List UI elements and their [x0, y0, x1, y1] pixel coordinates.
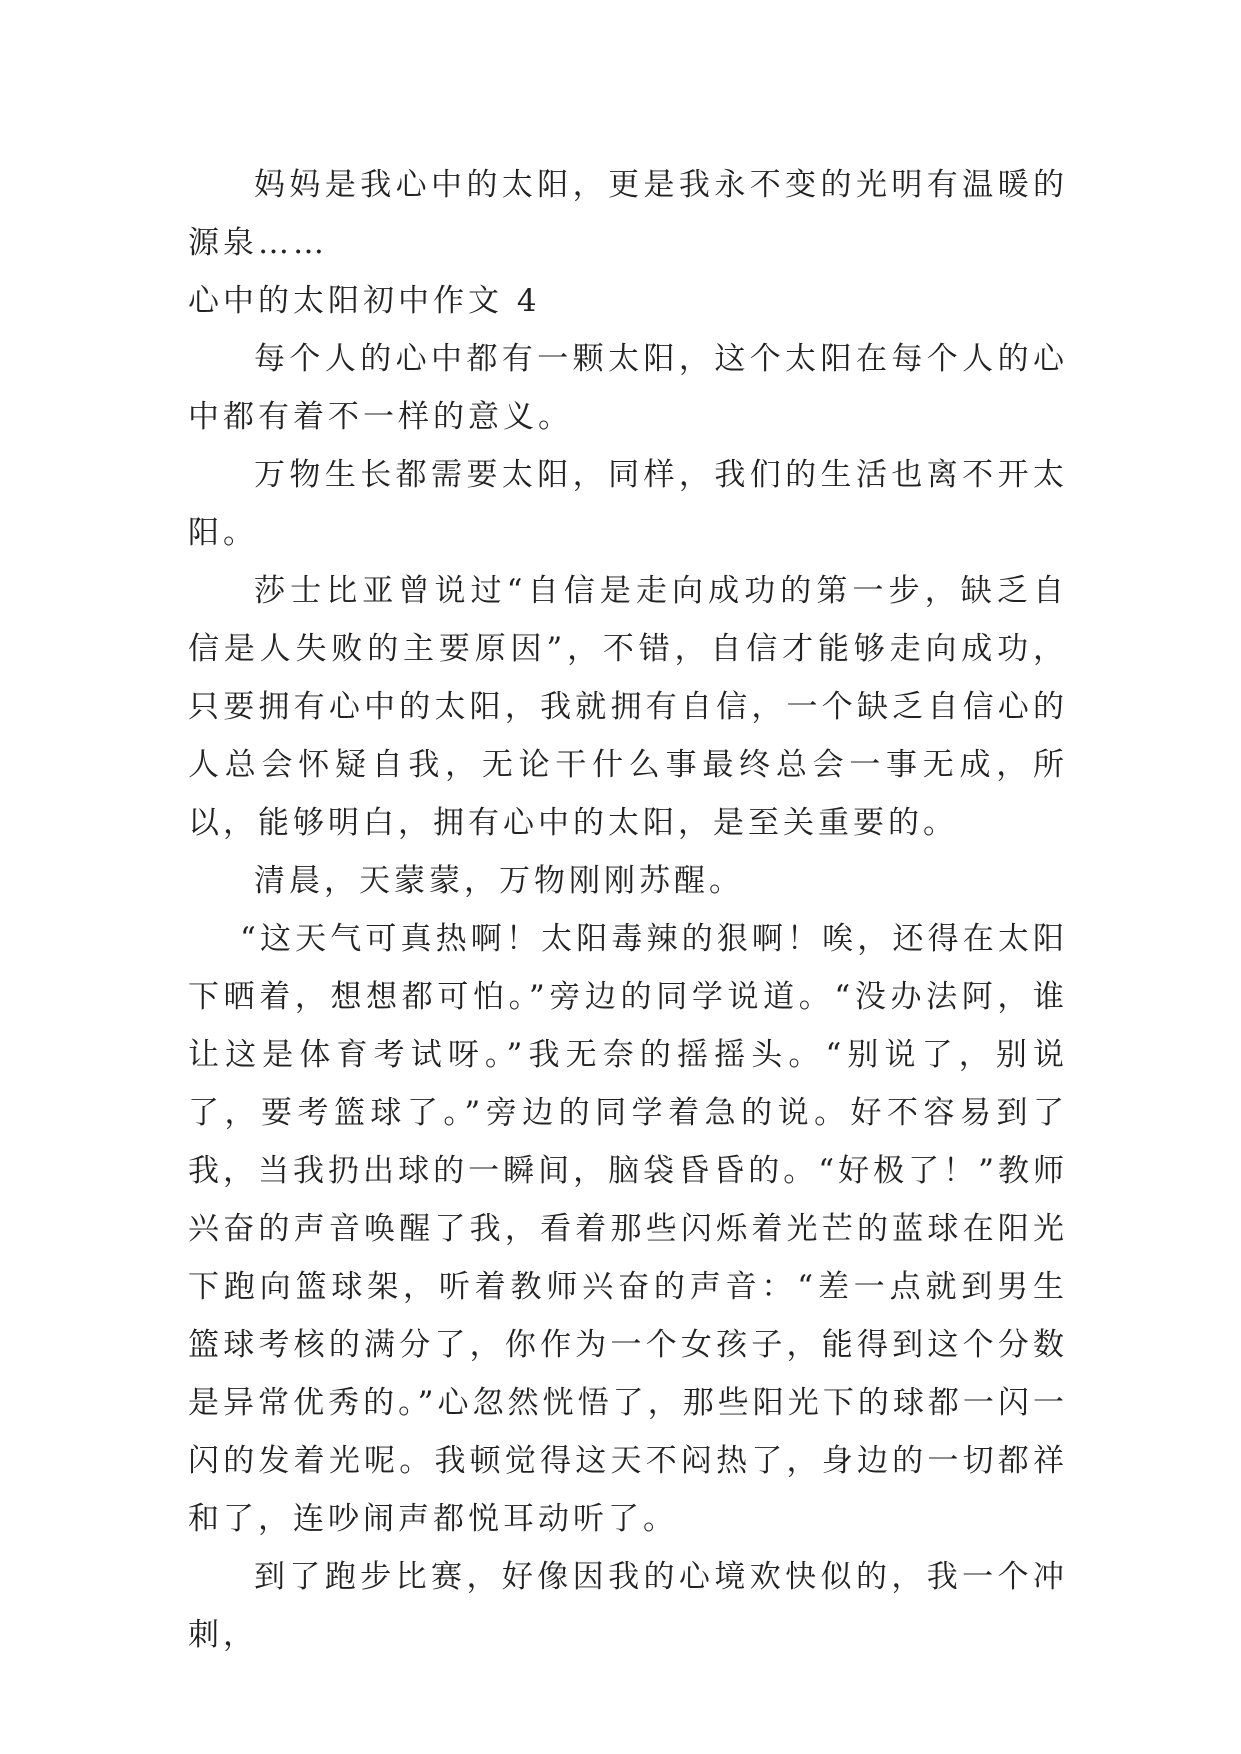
paragraph: 清晨，天蒙蒙，万物刚刚苏醒。	[254, 863, 744, 899]
paragraph: 每个人的心中都有一颗太阳，这个太阳在每个人的心中都有着不一样的意义。	[188, 341, 1068, 435]
section-title: 心中的太阳初中作文 4	[188, 283, 541, 319]
paragraph: “这天气可真热啊！太阳毒辣的狠啊！唉，还得在太阳下晒着，想想都可怕。”旁边的同学说道。“没办法阿，谁让这是体育考试呀。”我无奈的摇摇头。“别说了，别说了，要考篮球了。”旁边的同学着急的说。好不容易到了我，当我扔出球的一瞬间，脑袋昏昏的。“好极了！”教师兴奋的声音唤醒了我，看着那些闪烁着光芒的蓝球在阳光下跑向篮球架，听着教师兴奋的声音：“差一点就到男生篮球考核的满分了，你作为一个女孩子，能得到这个分数是异常优秀的。”心忽然恍悟了，那些阳光下的球都一闪一闪的发着光呢。我顿觉得这天不闷热了，身边的一切都祥和了，连吵闹声都悦耳动听了。	[188, 921, 1068, 1537]
paragraph: 莎士比亚曾说过“自信是走向成功的第一步，缺乏自信是人失败的主要原因”，不错，自信才能够走向成功，只要拥有心中的太阳，我就拥有自信，一个缺乏自信心的人总会怀疑自我，无论干什么事最终总会一事无成，所以，能够明白，拥有心中的太阳，是至关重要的。	[188, 573, 1068, 841]
paragraph: 到了跑步比赛，好像因我的心境欢快似的，我一个冲刺，	[188, 1559, 1068, 1653]
paragraph: 妈妈是我心中的太阳，更是我永不变的光明有温暖的源泉……	[188, 167, 1068, 261]
paragraph: 万物生长都需要太阳，同样，我们的生活也离不开太阳。	[188, 457, 1068, 551]
document-body	[188, 156, 1068, 1664]
